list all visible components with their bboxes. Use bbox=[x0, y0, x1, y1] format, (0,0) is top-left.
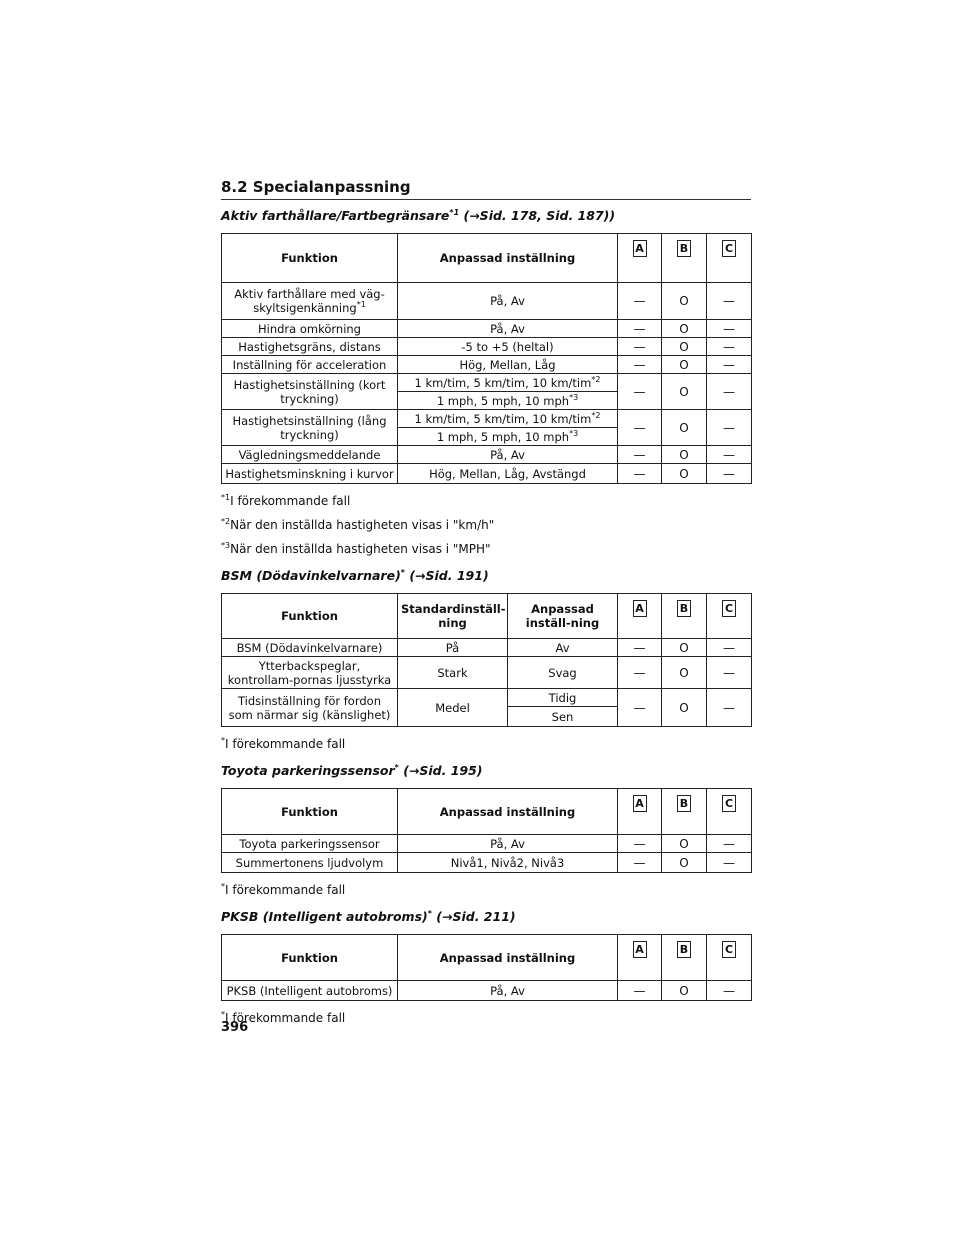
b-badge: B bbox=[677, 795, 691, 812]
setting-cell: På, Av bbox=[398, 320, 618, 338]
setting-cell: Nivå1, Nivå2, Nivå3 bbox=[398, 853, 618, 873]
mark-c: — bbox=[707, 374, 752, 410]
setting-cell: På, Av bbox=[398, 446, 618, 464]
col-a bbox=[618, 789, 662, 835]
function-cell: Hastighetsinställning (kort tryckning) bbox=[222, 374, 398, 410]
mark-b: O bbox=[662, 374, 707, 410]
setting-cell: På, Av bbox=[398, 981, 618, 1001]
section-title-text: Aktiv farthållare/Fartbegränsare bbox=[221, 208, 450, 223]
setting-cell: Av bbox=[508, 639, 618, 657]
footnote-marker: *2 bbox=[221, 517, 231, 526]
default-cell: På bbox=[398, 639, 508, 657]
col-anpassad: Anpassad inställning bbox=[398, 789, 618, 835]
function-label: Aktiv farthållare med väg-skyltsigenkänning bbox=[234, 287, 385, 315]
footnote bbox=[221, 494, 751, 508]
col-a bbox=[618, 234, 662, 283]
col-funktion: Funktion bbox=[222, 594, 398, 639]
setting-mph: 1 mph, 5 mph, 10 mph bbox=[436, 429, 570, 444]
footnote-text: I förekommande fall bbox=[225, 1011, 346, 1025]
setting-cell bbox=[398, 410, 618, 428]
mark-c: — bbox=[707, 356, 752, 374]
function-cell: Hastighetsinställning (lång tryckning) bbox=[222, 410, 398, 446]
col-anpassad: Anpassad inställ-ning bbox=[508, 594, 618, 639]
setting-mph: 1 mph, 5 mph, 10 mph bbox=[436, 393, 570, 408]
table-row bbox=[222, 320, 752, 338]
b-badge: B bbox=[677, 600, 691, 617]
mark-a: — bbox=[618, 446, 662, 464]
col-funktion: Funktion bbox=[222, 935, 398, 981]
footnote-marker: *2 bbox=[591, 374, 601, 384]
footnote-marker: * bbox=[221, 882, 225, 891]
mark-b: O bbox=[662, 689, 707, 727]
footnote-text: I förekommande fall bbox=[225, 737, 346, 751]
col-c bbox=[707, 594, 752, 639]
function-cell bbox=[222, 283, 398, 320]
mark-a: — bbox=[618, 356, 662, 374]
footnote bbox=[221, 737, 751, 751]
function-cell: PKSB (Intelligent autobroms) bbox=[222, 981, 398, 1001]
c-badge: C bbox=[722, 240, 736, 257]
table-row bbox=[222, 853, 752, 873]
mark-a: — bbox=[618, 689, 662, 727]
table-row bbox=[222, 374, 752, 392]
col-c bbox=[707, 789, 752, 835]
bsm-title bbox=[221, 568, 751, 583]
col-anpassad: Anpassad inställning bbox=[398, 935, 618, 981]
col-a bbox=[618, 935, 662, 981]
footnote-marker: * bbox=[394, 762, 399, 772]
mark-a: — bbox=[618, 657, 662, 689]
table-row bbox=[222, 356, 752, 374]
bsm-table bbox=[221, 593, 752, 727]
mark-b: O bbox=[662, 853, 707, 873]
mark-b: O bbox=[662, 356, 707, 374]
footnote-marker: *2 bbox=[591, 410, 601, 420]
col-b bbox=[662, 594, 707, 639]
setting-cell bbox=[398, 392, 618, 410]
page-number: 396 bbox=[221, 1020, 249, 1035]
table-row bbox=[222, 689, 752, 707]
setting-cell: -5 to +5 (heltal) bbox=[398, 338, 618, 356]
default-cell: Stark bbox=[398, 657, 508, 689]
footnote bbox=[221, 883, 751, 897]
function-cell: Toyota parkeringssensor bbox=[222, 835, 398, 853]
b-badge: B bbox=[677, 240, 691, 257]
mark-a: — bbox=[618, 853, 662, 873]
setting-cell: Tidig bbox=[508, 689, 618, 707]
c-badge: C bbox=[722, 941, 736, 958]
mark-b: O bbox=[662, 464, 707, 484]
section-title-text: BSM (Dödavinkelvarnare) bbox=[221, 568, 401, 583]
footnote-marker: *3 bbox=[569, 428, 579, 438]
mark-b: O bbox=[662, 283, 707, 320]
mark-b: O bbox=[662, 981, 707, 1001]
footnote-text: I förekommande fall bbox=[225, 883, 346, 897]
mark-c: — bbox=[707, 338, 752, 356]
mark-b: O bbox=[662, 835, 707, 853]
footnote-marker: *3 bbox=[569, 392, 579, 402]
function-cell: Vägledningsmeddelande bbox=[222, 446, 398, 464]
col-b bbox=[662, 234, 707, 283]
mark-c: — bbox=[707, 981, 752, 1001]
col-b bbox=[662, 935, 707, 981]
mark-a: — bbox=[618, 410, 662, 446]
function-cell: Summertonens ljudvolym bbox=[222, 853, 398, 873]
table-row bbox=[222, 410, 752, 428]
table-row bbox=[222, 283, 752, 320]
section-header: 8.2 Specialanpassning bbox=[221, 178, 751, 200]
footnote-text: När den inställda hastigheten visas i "km/h" bbox=[230, 518, 495, 532]
col-c bbox=[707, 935, 752, 981]
footnote-marker: *1 bbox=[221, 493, 231, 502]
a-badge: A bbox=[633, 600, 647, 617]
col-b bbox=[662, 789, 707, 835]
mark-a: — bbox=[618, 374, 662, 410]
page-content bbox=[221, 178, 751, 1025]
setting-cell: Hög, Mellan, Låg, Avstängd bbox=[398, 464, 618, 484]
a-badge: A bbox=[633, 795, 647, 812]
mark-c: — bbox=[707, 657, 752, 689]
a-badge: A bbox=[633, 240, 647, 257]
setting-cell bbox=[398, 428, 618, 446]
cruise-control-title bbox=[221, 208, 751, 223]
footnote-marker: * bbox=[400, 567, 405, 577]
table-row bbox=[222, 338, 752, 356]
footnote-marker: *1 bbox=[356, 300, 366, 310]
function-cell: Ytterbackspeglar, kontrollam-pornas ljusstyrka bbox=[222, 657, 398, 689]
mark-b: O bbox=[662, 639, 707, 657]
mark-b: O bbox=[662, 338, 707, 356]
col-anpassad: Anpassad inställning bbox=[398, 234, 618, 283]
section-title-text: PKSB (Intelligent autobroms) bbox=[221, 909, 428, 924]
parking-sensor-title bbox=[221, 763, 751, 778]
table-row bbox=[222, 657, 752, 689]
setting-cell: På, Av bbox=[398, 835, 618, 853]
mark-a: — bbox=[618, 283, 662, 320]
footnote-marker: *1 bbox=[449, 207, 460, 217]
mark-c: — bbox=[707, 410, 752, 446]
table-row bbox=[222, 464, 752, 484]
page-reference: (→Sid. 191) bbox=[409, 568, 489, 583]
mark-c: — bbox=[707, 320, 752, 338]
b-badge: B bbox=[677, 941, 691, 958]
mark-a: — bbox=[618, 639, 662, 657]
table-row bbox=[222, 639, 752, 657]
page-reference: (→Sid. 211) bbox=[436, 909, 516, 924]
mark-b: O bbox=[662, 320, 707, 338]
function-cell: Inställning för acceleration bbox=[222, 356, 398, 374]
setting-cell: På, Av bbox=[398, 283, 618, 320]
function-cell: BSM (Dödavinkelvarnare) bbox=[222, 639, 398, 657]
col-c bbox=[707, 234, 752, 283]
parking-sensor-table bbox=[221, 788, 752, 873]
footnote bbox=[221, 518, 751, 532]
mark-a: — bbox=[618, 338, 662, 356]
footnote-text: I förekommande fall bbox=[230, 494, 351, 508]
footnote bbox=[221, 1011, 751, 1025]
mark-c: — bbox=[707, 464, 752, 484]
footnote-marker: * bbox=[427, 908, 432, 918]
mark-c: — bbox=[707, 446, 752, 464]
mark-c: — bbox=[707, 835, 752, 853]
cruise-control-table bbox=[221, 233, 752, 484]
mark-c: — bbox=[707, 283, 752, 320]
mark-b: O bbox=[662, 657, 707, 689]
setting-cell: Svag bbox=[508, 657, 618, 689]
setting-cell bbox=[398, 374, 618, 392]
a-badge: A bbox=[633, 941, 647, 958]
table-row bbox=[222, 835, 752, 853]
mark-a: — bbox=[618, 835, 662, 853]
col-funktion: Funktion bbox=[222, 234, 398, 283]
footnote-text: När den inställda hastigheten visas i "MPH" bbox=[230, 542, 491, 556]
setting-cell: Sen bbox=[508, 707, 618, 727]
mark-a: — bbox=[618, 464, 662, 484]
table-row bbox=[222, 981, 752, 1001]
mark-b: O bbox=[662, 446, 707, 464]
col-a bbox=[618, 594, 662, 639]
page-reference: (→Sid. 178, Sid. 187)) bbox=[463, 208, 616, 223]
footnote-marker: * bbox=[221, 736, 225, 745]
page-reference: (→Sid. 195) bbox=[403, 763, 483, 778]
function-cell: Hastighetsgräns, distans bbox=[222, 338, 398, 356]
mark-c: — bbox=[707, 689, 752, 727]
setting-km: 1 km/tim, 5 km/tim, 10 km/tim bbox=[414, 375, 592, 390]
footnote-marker: *3 bbox=[221, 541, 231, 550]
mark-c: — bbox=[707, 853, 752, 873]
mark-a: — bbox=[618, 981, 662, 1001]
footnote-marker: * bbox=[221, 1010, 225, 1019]
setting-cell: Hög, Mellan, Låg bbox=[398, 356, 618, 374]
function-cell: Tidsinställning för fordon som närmar sig (känslighet) bbox=[222, 689, 398, 727]
c-badge: C bbox=[722, 600, 736, 617]
mark-a: — bbox=[618, 320, 662, 338]
col-funktion: Funktion bbox=[222, 789, 398, 835]
default-cell: Medel bbox=[398, 689, 508, 727]
table-row bbox=[222, 446, 752, 464]
mark-b: O bbox=[662, 410, 707, 446]
mark-c: — bbox=[707, 639, 752, 657]
col-standard: Standardinställ-ning bbox=[398, 594, 508, 639]
pksb-table bbox=[221, 934, 752, 1001]
c-badge: C bbox=[722, 795, 736, 812]
function-cell: Hastighetsminskning i kurvor bbox=[222, 464, 398, 484]
footnote bbox=[221, 542, 751, 556]
setting-km: 1 km/tim, 5 km/tim, 10 km/tim bbox=[414, 411, 592, 426]
function-cell: Hindra omkörning bbox=[222, 320, 398, 338]
section-title-text: Toyota parkeringssensor bbox=[221, 763, 395, 778]
pksb-title bbox=[221, 909, 751, 924]
